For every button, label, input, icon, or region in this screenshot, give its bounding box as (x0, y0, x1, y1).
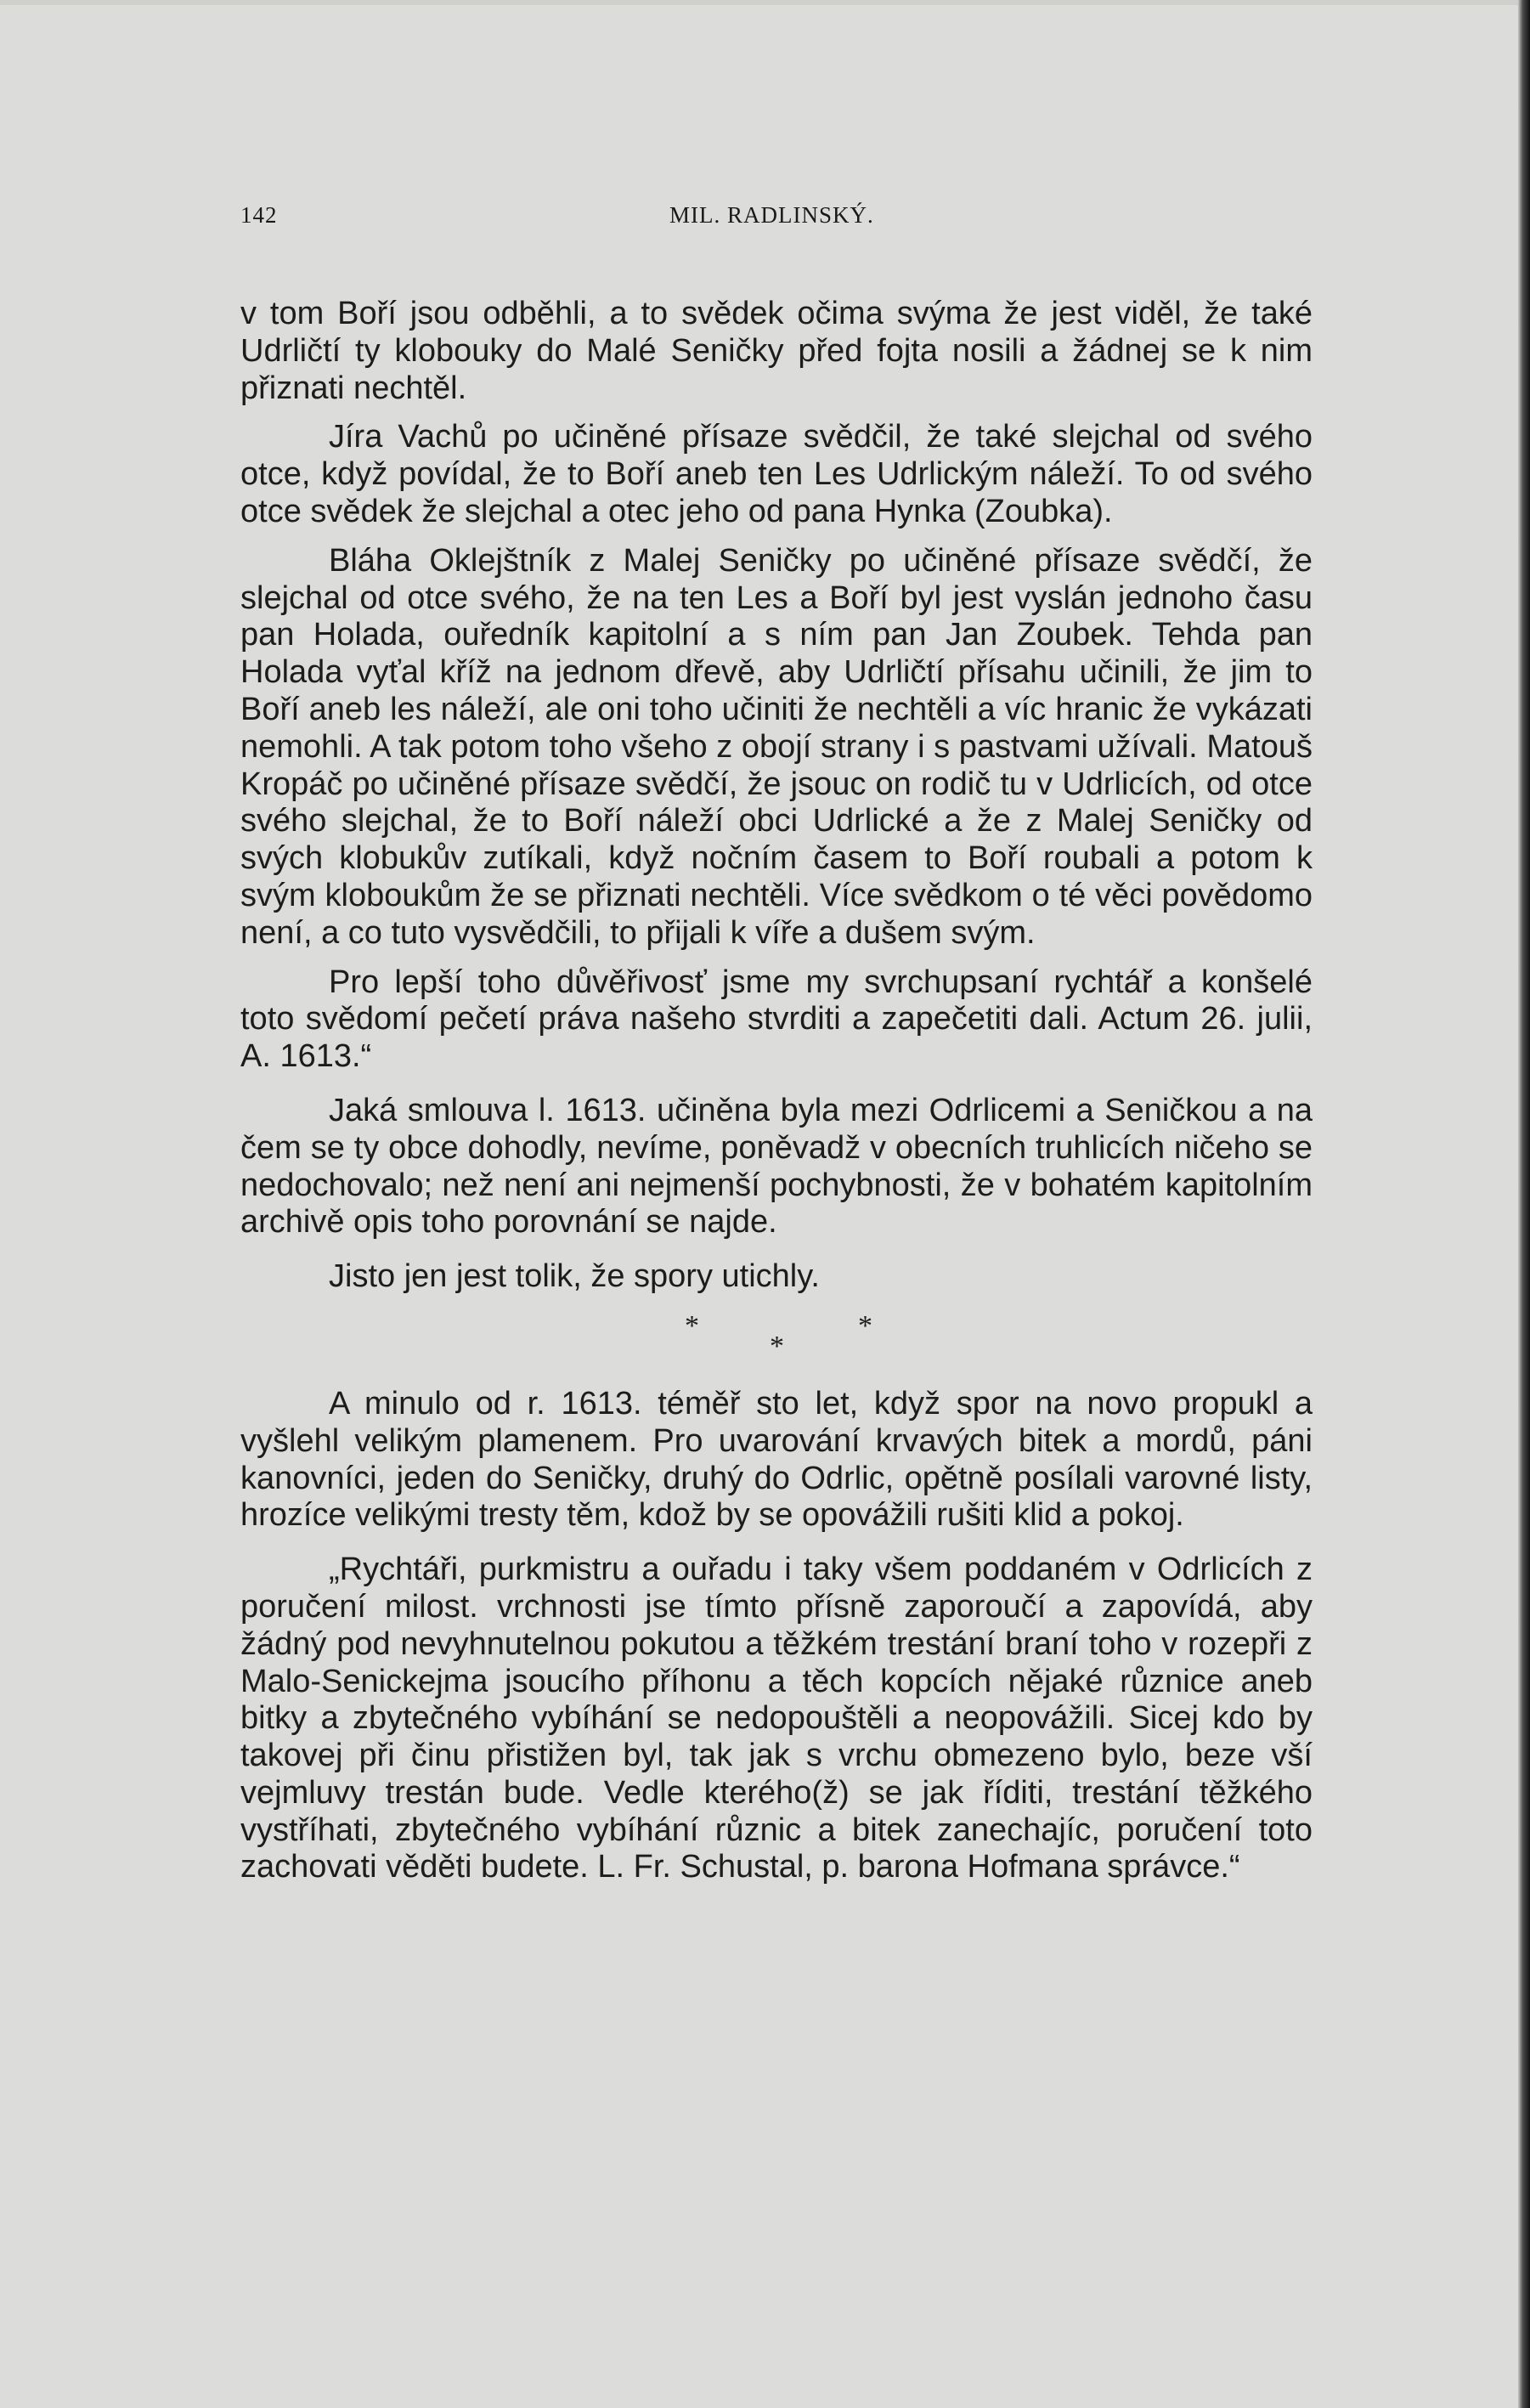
scan-top-edge (0, 0, 1530, 5)
paragraph-spory-utichly: Jisto jen jest tolik, že spory utichly. (329, 1258, 820, 1295)
section-break-asterisk: * (770, 1330, 784, 1362)
running-head (240, 202, 1319, 236)
paragraph-blaha-oklejstnik: Bláha Oklejštník z Malej Seničky po učiněné přísaze svědčí, že slejchal od otce svého, že na ten Les a Boří byl jest vyslán jednoho času pan Holada, ouředník kapitolní a s ním pan Jan Zoubek. Tehda pan Holada vyťal kříž na jednom dřevě, aby Udrličtí přísahu učinili, že jim to Boří aneb les náleží, ale oni toho učiniti že nechtěli a víc hranic že vykázati nemohli. A tak potom toho všeho z obojí strany i s pastvami užívali. Matouš Kropáč po učiněné přísaze svědčí, že jsouc on rodič tu v Udrlicích, od otce svého slejchal, že to Boří náleží obci Udrlické a že z Malej Seničky od svých klobukův zutíkali, když nočním časem to Boří roubali a potom k svým kloboukům že se přiznati nechtěli. Více svědkom o té věci povědomo není, a co tuto vysvědčili, to přijali k víře a dušem svým. (240, 542, 1313, 951)
paragraph-varovny-list: „Rychtáři, purkmistru a ouřadu i taky všem poddaném v Odrlicích z poručení milost. vrchnosti jse tímto přísně zaporoučí a zapovídá, aby žádný pod nevyhnutelnou pokutou a těžkém trestání braní toho v rozepři z Malo-Senickejma jsoucího příhonu a těch kopcích nějaké různice aneb bitky a zbytečného vybíhání se nedopouštěli a neopovážili. Sicej kdo by takovej při činu přistižen byl, tak jak s vrchu obmezeno bylo, beze vší vejmluvy trestán bude. Vedle kterého(ž) se jak říditi, trestání těžkého vystříhati, zbytečného vybíhání různic a bitek zanechajíc, poručení toto zachovati věděti budete. L. Fr. Schustal, p. barona Hofmana správce.“ (240, 1552, 1313, 1885)
paragraph-smlouva-1613: Jaká smlouva l. 1613. učiněna byla mezi Odrlicemi a Seničkou a na čem se ty obce dohodly, nevíme, poněvadž v obecních truhlicích ničeho se nedochovalo; než není ani nejmenší pochybnosti, že v bohatém kapitolním archivě opis toho porovnání se najde. (240, 1092, 1313, 1241)
paragraph-jira-vachu: Jíra Vachů po učiněné přísaze svědčil, že také slejchal od svého otce, když povídal, že to Boří aneb ten Les Udrlickým náleží. To od svého otce svědek že slejchal a otec jeho od pana Hynka (Zoubka). (240, 419, 1313, 529)
paragraph-spor-propukl: A minulo od r. 1613. téměř sto let, když spor na novo propukl a vyšlehl velikým plamenem. Pro uvarování krvavých bitek a mordů, páni kanovníci, jeden do Seničky, druhý do Odrlic, opětně posílali varovné listy, hrozíce velikými tresty těm, kdož by se opovážili rušiti klid a pokoj. (240, 1385, 1313, 1534)
section-break-asterisk: * (685, 1309, 699, 1342)
section-break (240, 1296, 1313, 1374)
page-number: 142 (240, 202, 278, 228)
paragraph-attestation: Pro lepší toho důvěřivosť jsme my svrchupsaní rychtář a konšelé toto svědomí pečetí práva našeho stvrditi a zapečetiti dali. Actum 26. julii, A. 1613.“ (240, 964, 1313, 1075)
body-text (240, 296, 1313, 1886)
section-break-asterisk: * (858, 1309, 872, 1342)
scan-right-edge (1518, 0, 1530, 2408)
running-title: MIL. RADLINSKÝ. (669, 202, 874, 228)
paragraph-continuation: v tom Boří jsou odběhli, a to svědek očima svýma že jest viděl, že také Udrličtí ty klobouky do Malé Seničky před fojta nosili a žádnej se k nim přiznati nechtěl. (240, 296, 1313, 406)
